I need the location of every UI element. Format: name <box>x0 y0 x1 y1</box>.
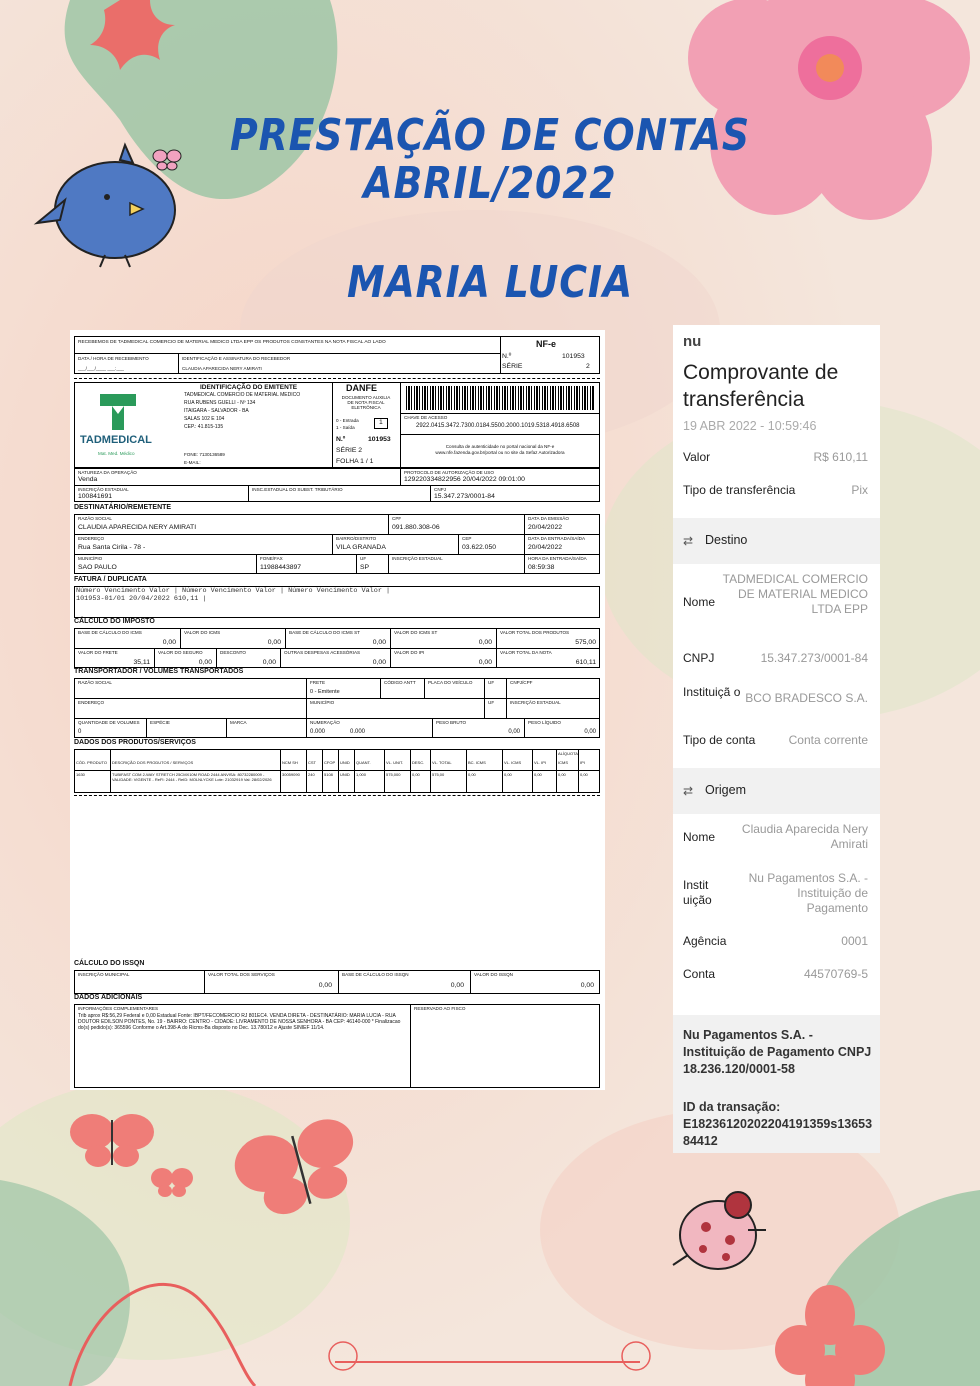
divider <box>338 749 339 793</box>
emissao-value: 20/04/2022 <box>528 524 563 531</box>
divider <box>110 749 111 793</box>
saida-label: 1 - Saída <box>336 425 355 430</box>
divider <box>354 749 355 793</box>
origem-inst-label: Instit uição <box>683 878 712 907</box>
origem-header <box>673 768 880 814</box>
origem-inst-value: Nu Pagamentos S.A. - Instituição de Pagamento <box>748 871 868 915</box>
footer-text: Nu Pagamentos S.A. - Instituição de Pagamento CNPJ 18.236.120/0001-58 <box>683 1028 872 1076</box>
title-line-1: PRESTAÇÃO DE CONTAS <box>229 110 751 161</box>
consulta-line-1: Consulta de autenticidade no portal nacional da NF-e <box>445 444 555 449</box>
volumes-value: 0.000 <box>310 729 326 735</box>
imposto-label: BASE DE CÁLCULO DO ICMS <box>78 630 142 635</box>
cep-value: 03.622.050 <box>462 544 497 551</box>
recebedor-name: CLAUDIA APARECIDA NERY AMIRATI <box>182 366 262 371</box>
produto-header: UNID <box>340 760 350 765</box>
chave-label: CHAVE DE ACESSO <box>404 415 448 420</box>
origem-conta-label: Conta <box>683 967 716 981</box>
endereco-label: ENDEREÇO <box>78 536 105 541</box>
divider <box>502 749 503 793</box>
receipt-title: Comprovante de transferência <box>683 361 839 411</box>
tipo-value: 1 <box>379 419 383 426</box>
destino-header <box>673 518 880 564</box>
emissao-label: DATA DA EMISSÃO <box>528 516 569 521</box>
destino-inst-label: Instituiçã o <box>683 685 741 699</box>
issqn-label: BASE DE CÁLCULO DO ISSQN <box>342 972 409 977</box>
fone-value: 11988443897 <box>260 564 302 571</box>
numero2-label: N.º <box>336 436 346 443</box>
produto-cell: UNID <box>340 772 350 777</box>
destinatario-title: DESTINATÁRIO/REMETENTE <box>74 504 172 511</box>
municipio-value: SAO PAULO <box>78 564 117 571</box>
issqn-label: VALOR TOTAL DOS SERVIÇOS <box>208 972 275 977</box>
tipo-label: Tipo de transferência <box>683 483 796 497</box>
produto-header: BC. ICMS <box>468 760 486 765</box>
emitente-line: RUA RUBENS GUELLI - Nº 134 <box>184 400 256 406</box>
transportador-label: RAZÃO SOCIAL <box>78 680 112 685</box>
volumes-label: PESO BRUTO <box>436 720 467 725</box>
valor-label: Valor <box>683 450 711 464</box>
divider <box>384 749 385 793</box>
origem-label: Origem <box>705 783 746 797</box>
produto-cell: 30059090 <box>282 772 300 777</box>
serie2: SÉRIE 2 <box>336 447 363 454</box>
produto-cell: 0,00 <box>534 772 542 777</box>
produto-cell: 5108 <box>324 772 333 777</box>
fatura-row: 101953-01/01 20/04/2022 610,11 | <box>76 595 207 603</box>
info-value: Trib aprox R$:56,29 Federal e 0,00 Estadual Fonte: IBPT/FECOMERCIO RJ 801EC4. VENDA DIRETA - DESTINATÁRIO: MARIA LUCIA - RUA DOUTOR EDILSON PONTES, No. 19 - BAIRRO: CENTRO - CIDADE: LIVRAMENTO DE NOSSA SENHORA - BA CEP: 46140-000 * Finalizacao do(s) pedido(s): 365596 Conforme o Art.398-A do Ricms-Ba disposto no Dec. 13.780/12 e Ajuste SINIEF 11/14. <box>78 1013 401 1031</box>
imposto-value: 575,00 <box>575 639 596 646</box>
transportador-label: INSCRIÇÃO ESTADUAL <box>510 700 561 705</box>
transfer-icon: ⇄ <box>683 534 694 548</box>
cep-label: CEP <box>462 536 472 541</box>
imposto-value: 0,00 <box>198 659 212 666</box>
valor-value: R$ 610,11 <box>813 450 868 464</box>
divider <box>484 678 485 698</box>
title-line-2: ABRIL/2022 <box>363 158 617 209</box>
imposto-value: 0,00 <box>478 639 492 646</box>
produto-cell: 1,000 <box>356 772 367 777</box>
volumes-label: QUANTIDADE DE VOLUMES <box>78 720 140 725</box>
cpf-value: 091.880.308-06 <box>392 524 440 531</box>
hora-label: HORA DA ENTRADA/SAÍDA <box>528 556 587 561</box>
produto-header: VL. ICMS <box>504 760 522 765</box>
nu-logo-icon: nu <box>683 333 702 350</box>
destino-nome-value: TADMEDICAL COMERCIO DE MATERIAL MEDICO LTDA EPP <box>722 572 868 616</box>
iest-label: INSC.ESTADUAL DO SUBST. TRIBUTÁRIO <box>252 487 343 492</box>
data-saida-value: 20/04/2022 <box>528 544 563 551</box>
tipo-value: Pix <box>851 483 868 497</box>
destino-conta-label: Tipo de conta <box>683 733 756 747</box>
imposto-label: BASE DE CÁLCULO DO ICMS ST <box>289 630 360 635</box>
imposto-value: 0,00 <box>372 639 386 646</box>
produto-cell: 0,00 <box>558 772 566 777</box>
issqn-value: 0,00 <box>580 982 594 989</box>
divider <box>466 749 467 793</box>
produto-header: DESC. <box>412 760 425 765</box>
consulta-line-2: www.nfe.fazenda.gov.br/portal ou no site da Sefaz Autorizadora <box>435 450 565 455</box>
numero2-value: 101953 <box>368 436 391 443</box>
issqn-value: 0,00 <box>318 982 332 989</box>
origem-agencia-value: 0001 <box>841 934 868 948</box>
divider <box>322 749 323 793</box>
canhoto-text: RECEBEMOS DE TADMEDICAL COMERCIO DE MATERIAL MEDICO LTDA EPP OS PRODUTOS CONSTANTES NA NOTA FISCAL AO LADO <box>78 340 386 345</box>
emitente-line: TADMEDICAL COMERCIO DE MATERIAL MEDICO <box>184 392 301 398</box>
issqn-value: 0,00 <box>450 982 464 989</box>
imposto-label: VALOR TOTAL DA NOTA <box>500 650 552 655</box>
receipt-footer <box>673 1015 880 1153</box>
divider <box>306 678 307 698</box>
razao-value: CLAUDIA APARECIDA NERY AMIRATI <box>78 524 197 531</box>
imposto-value: 35,11 <box>133 659 150 666</box>
transportador-label: FRETE <box>310 680 326 685</box>
produto-header: CÓD. PRODUTO <box>76 760 108 765</box>
barcode <box>406 386 594 410</box>
produto-cell: 575,000 <box>386 772 401 777</box>
volumes-label: ESPÉCIE <box>150 720 170 725</box>
data-recebimento-blank: ___/___/____ ___:___ <box>78 366 124 371</box>
divider <box>380 678 381 698</box>
imposto-label: VALOR DO FRETE <box>78 650 118 655</box>
volumes-value: 0 <box>78 729 82 735</box>
imposto-value: 0,00 <box>478 659 492 666</box>
imposto-value: 0,00 <box>372 659 386 666</box>
issqn-label: VALOR DO ISSQN <box>474 972 513 977</box>
razao-label: RAZÃO SOCIAL <box>78 516 112 521</box>
divider <box>410 749 411 793</box>
bairro-label: BAIRRO/DISTRITO <box>336 536 377 541</box>
produto-header: NCM SH <box>282 760 298 765</box>
tadmedical-logo-icon <box>96 390 140 434</box>
imposto-label: DESCONTO <box>220 650 246 655</box>
transportador-title: TRANSPORTADOR / VOLUMES TRANSPORTADOS <box>74 668 244 675</box>
produto-header: CFOP <box>324 760 336 765</box>
ie-label: INSCRIÇÃO ESTADUAL <box>78 487 129 492</box>
protocolo-value: 129220334822956 20/04/2022 09:01:00 <box>404 476 525 483</box>
cpf-label: CPF <box>392 516 402 521</box>
divider <box>306 749 307 793</box>
volumes-value: 0,00 <box>508 729 520 735</box>
produto-header: VL. TOTAL <box>432 760 452 765</box>
produto-cell: 0,00 <box>504 772 512 777</box>
produto-cell: 0,00 <box>468 772 476 777</box>
divider <box>146 718 147 738</box>
produto-header: QUANT. <box>356 760 371 765</box>
transportador-label: MUNICÍPIO <box>310 700 335 705</box>
natureza-value: Venda <box>78 476 98 483</box>
natureza-label: NATUREZA DA OPERAÇÃO <box>78 470 137 475</box>
endereco-value: Rua Santa Cirila - 78 - <box>78 544 146 551</box>
serie-label: SÉRIE <box>502 363 523 370</box>
fisco-label: RESERVADO AO FISCO <box>414 1006 466 1011</box>
danfe-subtitle <box>336 395 396 410</box>
logo-text: TADMEDICAL <box>80 434 152 446</box>
numero-value: 101953 <box>562 353 585 360</box>
emitente-line: ITAIGARA - SALVADOR - BA <box>184 408 249 414</box>
emitente-email: E-MAIL: <box>184 460 201 465</box>
imposto-label: OUTRAS DESPESAS ACESSÓRIAS <box>284 650 361 655</box>
produtos-box <box>74 749 600 793</box>
origem-agencia-label: Agência <box>683 934 727 948</box>
origem-nome-value: Claudia Aparecida Nery Amirati <box>741 822 868 851</box>
divider <box>226 718 227 738</box>
divider <box>484 698 485 718</box>
divider <box>506 698 507 718</box>
danfe-title: DANFE <box>346 383 377 393</box>
produto-cell: 1630 <box>76 772 85 777</box>
numero-label: N.º <box>502 353 512 360</box>
divider <box>556 749 557 793</box>
produto-header: VL. UNIT. <box>386 760 404 765</box>
logo-subtitle: Mat. Med. Médico <box>98 451 135 456</box>
transportador-label: CÓDIGO ANTT <box>384 680 416 685</box>
emitente-fone: FONE: 7130136589 <box>184 452 225 457</box>
divider <box>306 718 307 738</box>
divider <box>280 749 281 793</box>
imposto-label: VALOR DO SEGURO <box>158 650 203 655</box>
bairro-value: VILA GRANADA <box>336 544 386 551</box>
imposto-value: 0,00 <box>267 639 281 646</box>
produto-cell: 575,00 <box>432 772 445 777</box>
ie-value: 100841691 <box>78 493 113 500</box>
transfer-icon: ⇄ <box>683 784 694 798</box>
destino-conta-value: Conta corrente <box>788 733 868 747</box>
destino-nome-label: Nome <box>683 595 716 609</box>
emitente-title: IDENTIFICAÇÃO DO EMITENTE <box>200 384 298 391</box>
imposto-label: VALOR TOTAL DOS PRODUTOS <box>500 630 570 635</box>
receipt-datetime: 19 ABR 2022 - 10:59:46 <box>683 419 817 433</box>
id-label: ID da transação: <box>683 1100 781 1114</box>
frete-value: 0 - Emitente <box>310 689 340 695</box>
ident-recebedor-label: IDENTIFICAÇÃO E ASSINATURA DO RECEBEDOR <box>182 356 291 361</box>
produto-header: VL. IPI <box>534 760 547 765</box>
serie-value: 2 <box>586 363 590 370</box>
transportador-label: UF <box>488 680 495 685</box>
transfer-receipt <box>673 325 880 1153</box>
issqn-title: CÁLCULO DO ISSQN <box>74 960 145 967</box>
produto-cell: 240 <box>308 772 315 777</box>
entrada-label: 0 - Entrada <box>336 418 359 423</box>
divider <box>506 678 507 698</box>
issqn-label: INSCRIÇÃO MUNICIPAL <box>78 972 130 977</box>
divider <box>430 749 431 793</box>
volumes-label: MARCA <box>230 720 247 725</box>
imposto-label: VALOR DO IPI <box>394 650 425 655</box>
transportador-label: ENDEREÇO <box>78 700 105 705</box>
emitente-line: SALAS 102 E 104 <box>184 416 225 422</box>
imposto-label: VALOR DO ICMS ST <box>394 630 438 635</box>
data-saida-label: DATA DA ENTRADA/SAÍDA <box>528 536 586 541</box>
fatura-header: Número Vencimento Valor | Número Vencimento Valor | Número Vencimento Valor | <box>76 587 391 595</box>
hora-value: 08:59:38 <box>528 564 555 571</box>
produto-header: CST <box>308 760 316 765</box>
divider <box>578 749 579 793</box>
destino-label: Destino <box>705 533 748 547</box>
transportador-label: PLACA DO VEÍCULO <box>428 680 473 685</box>
imposto-value: 0,00 <box>162 639 176 646</box>
produtos-title: DADOS DOS PRODUTOS/SERVIÇOS <box>74 739 196 746</box>
imposto-value: 610,11 <box>575 659 596 666</box>
destino-inst-value: BCO BRADESCO S.A. <box>745 691 868 705</box>
person-name: MARIA LUCIA <box>346 257 633 308</box>
produto-header: IPI <box>580 760 585 765</box>
volumes-label: NUMERAÇÃO <box>310 720 340 725</box>
produto-cell: TUBIFAST COM 2-WAY STRETCH 25CMX10M ROAD 2444 ANVISA: 80732280009 - VALIDADE: VIGENTE - ReFI: 2444 - ReID: MOLNLYCKE Lote: 21032919 Val: 28/02/2026 <box>112 772 272 782</box>
produto-cell: 0,00 <box>580 772 588 777</box>
danfe-subtitle-line: DE NOTA FISCAL <box>347 400 385 405</box>
id-value: E18236120202204191359s1365384412 <box>683 1117 873 1148</box>
data-recebimento-label: DATA / HORA DE RECEBIMENTO <box>78 356 149 361</box>
produto-header: DESCRIÇÃO DOS PRODUTOS / SERVIÇOS <box>112 760 194 765</box>
divider <box>306 698 307 718</box>
origem-conta-value: 44570769-5 <box>803 967 868 981</box>
info-label: INFORMAÇÕES COMPLEMENTARES <box>78 1006 159 1011</box>
aliquota-header: ALÍQUOTA <box>558 751 578 756</box>
cnpj-value: 15.347.273/0001-84 <box>434 493 495 500</box>
fatura-title: FATURA / DUPLICATA <box>74 576 147 583</box>
nfe-label: NF-e <box>536 339 556 349</box>
volumes-value: 0,00 <box>584 729 596 735</box>
transportador-label: UF <box>488 700 495 705</box>
destino-cnpj-label: CNPJ <box>683 651 715 665</box>
produto-cell: 0,00 <box>412 772 420 777</box>
cnpj-label: CNPJ <box>434 487 446 492</box>
divider <box>532 749 533 793</box>
origem-nome-label: Nome <box>683 830 716 844</box>
danfe-document <box>70 330 605 1090</box>
municipio-label: MUNICÍPIO <box>78 556 103 561</box>
imposto-title: CÁLCULO DO IMPOSTO <box>74 618 155 625</box>
destino-cnpj-value: 15.347.273/0001-84 <box>760 651 868 665</box>
transportador-box <box>74 678 600 738</box>
folha: FOLHA 1 / 1 <box>336 458 374 465</box>
protocolo-label: PROTOCOLO DE AUTORIZAÇÃO DE USO <box>404 470 494 475</box>
danfe-subtitle-line: DOCUMENTO AUXILIA <box>341 395 391 400</box>
volumes-value: 0.000 <box>350 729 366 735</box>
divider <box>424 678 425 698</box>
emitente-line: CEP.: 41.815-135 <box>184 424 224 430</box>
imposto-label: VALOR DO ICMS <box>184 630 221 635</box>
chave-value: 2922.0415.3472.7300.0184.5500.2000.1019.5318.4918.6508 <box>416 423 580 429</box>
transportador-label: CNPJ/CPF <box>510 680 533 685</box>
imposto-value: 0,00 <box>262 659 276 666</box>
volumes-label: PESO LÍQUIDO <box>528 720 561 725</box>
fone-label: FONE/FAX <box>260 556 283 561</box>
ie-dest-label: INSCRIÇÃO ESTADUAL <box>392 556 443 561</box>
danfe-subtitle-line: ELETRÔNICA <box>351 405 381 410</box>
uf-label: UF <box>360 556 367 561</box>
uf-value: SP <box>360 564 370 571</box>
produto-header: ICMS <box>558 760 568 765</box>
adicionais-title: DADOS ADICIONAIS <box>74 994 143 1001</box>
